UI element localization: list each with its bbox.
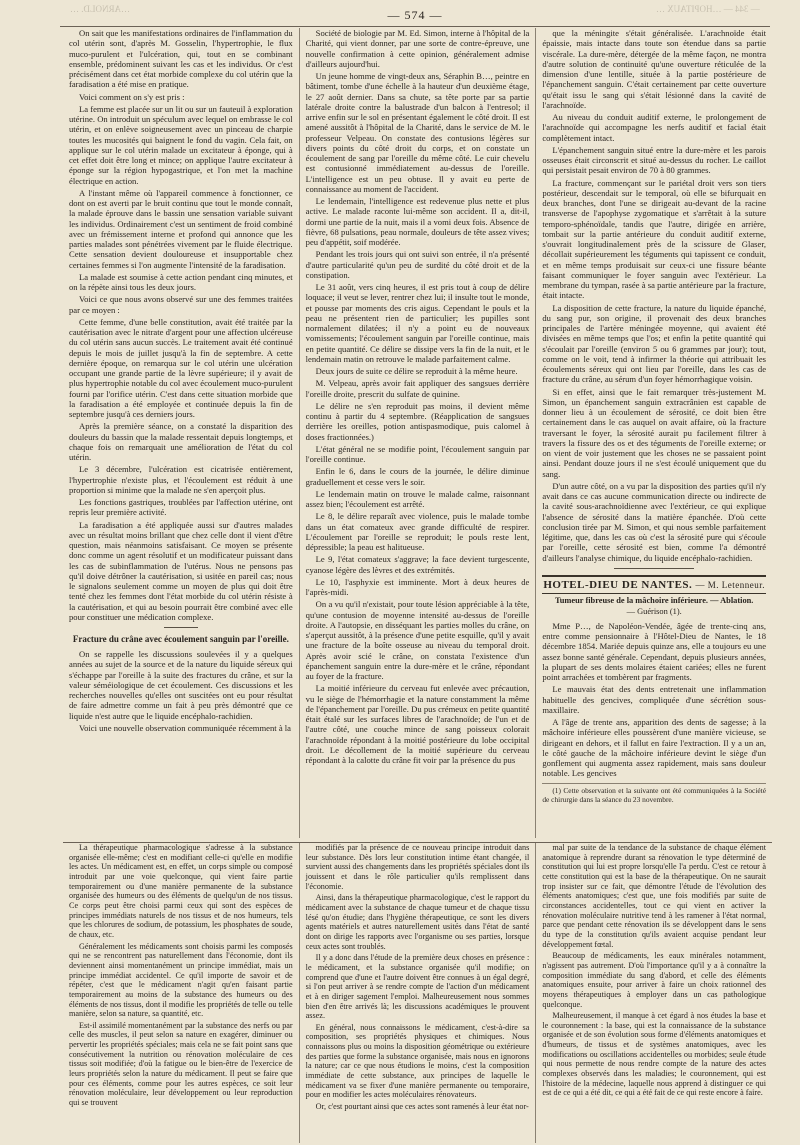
paragraph: Voici ce que nous avons observé sur une des femmes traitées par ce moyen :: [69, 294, 293, 315]
separator-rule: [614, 568, 694, 569]
paragraph: Voici comment on s'y est pris :: [79, 91, 185, 102]
upper-section: [63, 28, 772, 838]
paragraph: Malheureusement, il manque à cet égard à nos études la base et le couronnement : la base, qui est la connaissance de la substance organisée et de son évolution sous forme d'éléments anatomiques et d'humeurs, de tissus et de systèmes anatomiques, avec les modifications ou oscillations accidentelles ou morbides; seule étude qui nous permette de nous rendre compte de la nature des actes complexes observés dans les maladies; le couronnement, qui est l'histoire de la médecine, laquelle nous apprend à distinguer ce qui est de ce qui a été dit, ce qui a été fait de ce qui reste encore à faire.: [542, 1011, 767, 1098]
paragraph: Après la première séance, on a constaté la disparition des douleurs du bassin que la malade ressentait depuis longtemps, et chaque fois on remarquait une amélioration de l'état du col utérin.: [69, 421, 293, 462]
separator-rule: [164, 627, 198, 628]
paragraph: On a vu qu'il n'existait, pour toute lésion appréciable à la tête, qu'une contusion de moyenne intensité au-dessus de l'oreille droite. A l'autopsie, en disséquant les parties molles du crâne, on s'aperçut aussitôt, à la présence d'une petite esquille, qu'il y avait une fracture de la boîte osseuse au niveau du temporal droit. Après avoir scié le crâne, on constata l'existence d'un épanchement sanguin entre la dure-mère et le crâne, répondant au foyer de la fracture.: [305, 599, 530, 681]
paragraph: La malade est soumise à cette action pendant cinq minutes, et on la répète ainsi tous les deux jours.: [69, 271, 293, 292]
paragraph: Le 8, le délire reparaît avec violence, puis le malade tombe dans un état comateux avec grande difficulté de respirer. L'écoulement par l'oreille se reproduit; le pouls reste lent, dépressible; la peau est halitueuse.: [305, 511, 530, 552]
paragraph: La thérapeutique pharmacologique s'adresse à la substance organisée elle-même; c'est en modifiant celle-ci qu'elle en modifie les actes. Un médicament est, en effet, un corps simple ou composé introduit par une voie quelconque, qui vient faire partie temporairement ou d'une manière permanente de la substance organisée des humeurs ou des éléments de quelqu'un de nos tissus. Ce corps peut être choisi parmi ceux qui sont des espèces de principes immédiats naturels de nos tissus et de nos humeurs, tels que les chlorures de sodium, de potassium, les phosphates de soude, de chaux, etc.: [69, 843, 293, 939]
paragraph: Or, c'est pourtant ainsi que ces actes sont ramenés à leur état nor-: [315, 1102, 529, 1112]
lower-section: [63, 842, 772, 1143]
paragraph: Ainsi, dans la thérapeutique pharmacologique, c'est le rapport du médicament avec la substance de chaque tumeur et de chaque tissu lésé qu'on étudie; dans l'hygiène thérapeutique, ce sont les divers agents matériels et autres naturellement usités dans l'état de santé dont on dirige les rapports avec l'organisme ou ses parties, lorsque ceux actes sont troublés.: [305, 893, 530, 951]
paragraph: Généralement les médicaments sont choisis parmi les composés qui ne se rencontrent pas naturellement dans l'économie, dont ils deviennent ainsi momentanément un principe immédiat, mais un principe immédiat accidentel. Ce qu'il importe de savoir et de répéter, c'est que le médicament n'agit qu'en faisant partie temporairement au moins de la substance des humeurs ou des éléments de nos tissus, dont il modifie les propriétés de telle ou telle manière, selon sa nature, sa quantité, etc.: [69, 941, 293, 1019]
section-title-fracture: Fracture du crâne avec écoulement sanguin par l'oreille.: [72, 634, 289, 644]
paragraph: Pendant les trois jours qui ont suivi son entrée, il n'a présenté d'autre particularité qu'un peu de surdité du côté droit et de la constipation.: [305, 249, 530, 280]
paragraph: La fracture, commençant sur le pariétal droit vers son tiers postérieur, descendait sur le temporal, où elle se bifurquait en deux branches, dont l'une se dirigeait au-devant de la racine transverse de l'apophyse zygomatique et s'arrêtait à la suture temporo-sphénoïdale, tandis que l'autre, dirigée en arrière, tombait sur la partie antérieure du conduit auditif externe, s'ouvrait longitudinalement près de la scissure de Glaser, décollait supérieurement les téguments qui tapissent ce conduit, et en même temps produisait sur ceux-ci une fissure béante faisant communiquer le foyer sanguin avec l'extérieur. La membrane du tympan, rasée à sa partie antérieure par la fracture, était intacte.: [542, 177, 767, 301]
hotel-author: — M. Letenneur.: [695, 579, 766, 590]
paragraph: Un jeune homme de vingt-deux ans, Séraphin B…, peintre en bâtiment, tombe d'une échelle à la hauteur d'un deuxième étage, le 27 août dernier. Dans sa chute, sa tête porte par sa partie latérale droite contre la balustrade d'un balcon à l'entresol; il arrive enfin sur le sol en présentant également le côté droit. Il est amené aussitôt à l'hôpital de la Charité, dans le service de M. le professeur Velpeau. On constate des contusions légères sur divers points du côté droit du corps, et on constate un écoulement de sang par l'oreille du même côté. Le cuir chevelu est contusionné immédiatement au-dessus de l'oreille. L'intelligence est un peu obtuse. Il y avait eu perte de connaissance au moment de l'accident.: [305, 71, 530, 194]
paragraph: En général, nous connaissons le médicament, c'est-à-dire sa composition, ses propriétés physiques et chimiques. Nous connaissons plus ou moins la disposition géométrique ou extérieure des parties que forme la substance organisée, mais nous en ignorons la nature; car ce que nous étudions le moins, c'est la composition immédiate de cette substance, aux principes de laquelle le médicament va se fixer d'une manière permanente ou temporaire, pour en modifier les actes moléculaires rénovateurs.: [305, 1022, 530, 1100]
paragraph: Si en effet, ainsi que le fait remarquer très-justement M. Simon, un épanchement sanguin extracrânien est capable de donner lieu à un écoulement de sérosité, ce doit bien être certainement dans le cas auquel on avait affaire, où la fracture traversant le foyer, la sérosité aurait pu facilement filtrer à travers la fissure des os et des téguments de l'oreille externe; or on vient de voir justement que les choses ne se passaient point ainsi. Pendant douze jours il ne s'est écoulé uniquement que du sang.: [542, 386, 767, 479]
case-title: Tumeur fibreuse de la mâchoire inférieure. — Ablation.: [554, 595, 754, 605]
show-through-text-right: — 344 — …HOPITAUX …: [656, 4, 760, 14]
paragraph: On se rappelle les discussions soulevées il y a quelques années au sujet de la source et de la nature du liquide séreux qui s'échappe par l'oreille à la suite des fractures du crâne, et sur la valeur séméiologique de cet écoulement. Ces discussions et les recherches nouvelles qu'elles ont suscitées ont eu pour résultat de faire admettre comme un fait à peu près démontré que ce liquide n'est autre que le liquide encéphalo-rachidien.: [69, 649, 293, 721]
hotel-title: HOTEL-DIEU DE NANTES.: [543, 578, 693, 591]
paragraph: Deux jours de suite ce délire se reproduit à la même heure.: [315, 366, 518, 376]
paragraph: M. Velpeau, après avoir fait appliquer des sangsues derrière l'oreille droite, prescrit du sulfate de quinine.: [305, 378, 530, 399]
paragraph: A l'âge de trente ans, apparition des dents de sagesse; à la mâchoire inférieure elles poussèrent d'une manière vicieuse, se dirigeant en dehors, et il fallut en faire l'extraction. Il y a un an, le côté gauche de la mâchoire inférieure devint le siège d'un gonflement qui augmenta assez rapidement, mais sans douleur notable. Les gencives: [542, 717, 767, 779]
paragraph: Est-il assimilé momentanément par la substance des nerfs ou par celle des muscles, il peut selon sa nature en exagérer, diminuer ou pervertir les propriétés spéciales; mais cela ne se fait point sans que consécutivement la nutrition ou rénovation moléculaire de ces tissus soit modifiée; d'où la fatigue ou le bien-être de l'exercice de leurs propriétés selon la nature du médicament. Il peut se faire que pour ces éléments, comme pour les autres espèces, ce soit leur rénovation moléculaire, leur développement ou leur reproduction qui se trouvent: [69, 1020, 293, 1108]
paragraph: La faradisation a été appliquée aussi sur d'autres malades avec un résultat moins brillant que chez celle dont il vient d'être question, mais néanmoins satisfaisant. Ce moyen se présente donc comme un agent résolutif et un modificateur puissant dans les cas de subinflammation de l'utérus. Nous ne pensons pas qu'il doive détrôner la cautérisation, si usitée en pareil cas; nous le signalons seulement comme un moyen de plus qui doit être tenté chez les femmes dont l'état morbide du col utérin résiste à la cautérisation, et qui au besoin pourrait être combiné avec elle pour constituer une médication complexe.: [69, 519, 293, 622]
paragraph: Enfin le 6, dans le cours de la journée, le délire diminue graduellement et cesse vers le soir.: [305, 466, 530, 487]
footnote: [542, 783, 766, 804]
paragraph: La moitié inférieure du cerveau fut enlevée avec précaution, vu le siège de l'hémorrhagie et la nature constamment la même de l'épanchement par l'oreille. Du pus crémeux en petite quantité était étalé sur les surfaces libres de l'arachnoïde; de l'un et de l'autre côté, une couche mince de sang poisseux colorait l'arachnoïde répondant à la moitié postérieure du lobe occipital droit. Le décollement de la moitié supérieure du cerveau répondant à la calotte du crâne fit voir par la présence du pus: [305, 683, 530, 765]
lower-column-1: [63, 843, 299, 1143]
page-header: [60, 4, 770, 27]
paragraph: Le 3 décembre, l'ulcération est cicatrisée entièrement, l'hypertrophie n'existe plus, et l'écoulement est réduit à une proportion si minime que la malade ne s'en aperçoit plus.: [69, 464, 293, 495]
paragraph: Beaucoup de médicaments, les eaux minérales notamment, n'agissent pas autrement. D'où l'importance qu'il y a à connaître la composition immédiate du sang d'abord, et celle des éléments anatomiques ensuite, pour arriver à faire un choix rationnel des moyens thérapeutiques à employer dans un cas pathologique quelconque.: [542, 951, 767, 1009]
paragraph: La disposition de cette fracture, la nature du liquide épanché, du sang pur, son origine, il provenait des deux branches principales de l'artère méningée moyenne, qui avaient été divisées en même temps que l'os; et enfin la petite quantité qui s'écoulait par l'oreille (environ 5 ou 6 grammes par jour); tout, comme on le voit, tend à infirmer la théorie qui attribuait les écoulements séreux qui ont lieu par l'oreille, dans les cas de fracture du crâne, au sérum d'un foyer hémorrhagique voisin.: [542, 302, 767, 385]
paragraph: Le délire ne s'en reproduit pas moins, il devient même continu à partir du 4 septembre. (Réapplication de sangsues derrière les oreilles, potion antispasmodique, puis calomel à doses fractionnées.): [305, 400, 530, 442]
case-subtitle: — Guérison (1).: [626, 606, 682, 616]
paragraph: Le mauvais état des dents entretenait une inflammation habituelle des gencives, compliquée d'une sécrétion sous-maxillaire.: [542, 684, 767, 715]
paragraph: Il y a donc dans l'étude de la première deux choses en présence : le médicament, et la substance organisée qu'il modifie; on comprend que d'une et l'autre doivent être connues à un égal degré, si l'on peut arriver à se rendre compte de l'action d'un médicament et à en diriger sagement l'emploi. Malheureusement nous sommes bien d'en être arrivés là; les discussions académiques le prouvent assez.: [305, 953, 530, 1021]
paragraph: Société de biologie par M. Ed. Simon, interne à l'hôpital de la Charité, qui vient donner, par une sorte de contre-épreuve, une nouvelle confirmation à cette opinion, généralement admise d'ailleurs aujourd'hui.: [305, 28, 530, 69]
paragraph: Voici une nouvelle observation communiquée récemment à la: [79, 722, 291, 733]
paragraph: A l'instant même où l'appareil commence à fonctionner, ce dont on est averti par le bruit continu que tout le monde connaît, la malade éprouve dans le bassin une sensation variable suivant les individus. Ordinairement c'est un sentiment de froid combiné avec un frémissement interne et profond qui annonce que les parties malades sont pénétrées vivement par le fluide électrique. Cette sensation devient douloureuse et insupportable chez certaines femmes si l'on augmente l'intensité de la faradisation.: [69, 187, 293, 270]
paragraph: La femme est placée sur un lit ou sur un fauteuil à exploration utérine. On introduit un spéculum avec lequel on embrasse le col utérin, et on enlève soigneusement avec un pinceau de charpie toutes les mucosités qui baignent le fond du vagin. Cela fait, on applique sur le col utérin malade un excitateur à éponge, qui à cet effet doit être long et mince; on applique l'autre excitateur à éponge sur la région hypogastrique, et l'on met la machine électrique en action.: [69, 103, 293, 186]
upper-column-3: [535, 28, 772, 838]
show-through-text-left: …ARNOLD. …: [70, 4, 130, 14]
paragraph: Le 31 août, vers cinq heures, il est pris tout à coup de délire loquace; il veut se lever, rentrer chez lui; il insulte tout le monde, et pousse par moments des cris aigus. Cependant le pouls et la peau ne présentent rien de particulier; les pupilles sont normalement dilatées; il n'y a point eu de nouveaux vomissements; l'écoulement sanguin par l'oreille continue, mais en petite quantité. Ce délire se dissipe vers la fin de la nuit, et le lendemain matin on retrouve le malade parfaitement calme.: [305, 282, 530, 364]
upper-column-2: [299, 28, 536, 838]
paragraph: Le 10, l'asphyxie est imminente. Mort à deux heures de l'après-midi.: [305, 576, 530, 597]
paragraph: Le lendemain matin on trouve le malade calme, raisonnant assez bien; l'écoulement est arrêté.: [305, 488, 530, 509]
page-number: — 574 —: [387, 7, 443, 22]
paragraph: Les fonctions gastriques, troublées par l'affection utérine, ont repris leur première activité.: [69, 497, 293, 518]
paragraph: que la méningite s'était généralisée. L'arachnoïde était épaissie, mais intacte dans toute son étendue dans sa partie viscérale. La dure-mère, détergée de la même façon, ne montra d'autre solution de continuité qu'une ouverture réticulée de la dimension d'une lentille, située à la partie postérieure de l'épanchement sanguin. C'était certainement par cette ouverture qu'était issu le sang qui s'était lésionné dans la cavité de l'arachnoïde.: [542, 28, 767, 110]
paragraph: Le 9, l'état comateux s'aggrave; la face devient turgescente, cyanose légère des lèvres et des extrémités.: [305, 554, 530, 575]
paragraph: Cette femme, d'une belle constitution, avait été traitée par la cautérisation avec le nitrate d'argent pour une affection ulcéreuse du col utérin sans aucun succès. Le traitement avait été continué depuis le mois de juillet jusqu'à la fin de septembre. A cette dernière époque, on remarqua sur le col utérin une ulcération occupant une grande partie de la lèvre supérieure; il y avait de plus hypertrophie notable du col avec écoulement muco-purulent fourni par l'orifice utérin. C'est dans cette situation morbide que la faradisation a été employée et continuée depuis la fin de septembre jusqu'à ces derniers jours.: [69, 316, 293, 419]
lower-column-2: [299, 843, 536, 1143]
paragraph: mal par suite de la tendance de la substance de chaque élément anatomique à reprendre durant sa rénovation le type déterminé de constitution qui lui est propre lorsqu'elle l'a perdu. C'est ce retour à cette constitution qui est la base de la thérapeutique. On ne saurait trop insister sur ce fait, que démontre l'étude de l'évolution des éléments anatomiques; c'est que, une fois modifiés par suite de circonstances accidentelles, tout ce qui vient en activer la rénovation moléculaire nutritive tend à les ramener à l'état normal, parce que pendant cette rénovation ils se développent dans le sens du type de la constitution qu'ils avaient acquise pendant leur développement fœtal.: [542, 843, 767, 949]
paragraph: modifiés par la présence de ce nouveau principe introduit dans leur substance. Dès lors leur constitution intime étant changée, il survient aussi des changements dans les propriétés spéciales dont ils jouissent et dans le rôle particulier qu'ils remplissent dans l'économie.: [305, 843, 530, 891]
upper-column-1: [63, 28, 299, 838]
paragraph: L'état général ne se modifie point, l'écoulement sanguin par l'oreille continue.: [305, 443, 530, 464]
paragraph: On sait que les manifestations ordinaires de l'inflammation du col utérin sont, d'après M. Gosselin, l'hypertrophie, le flux muco-purulent et l'ulcération, qui, tout en se combinant ensemble, prédominent suivant les cas et les individus. Or c'est précisément dans cet état morbide complexe du col utérin que la faradisation a été mise en pratique.: [69, 28, 293, 90]
paragraph: D'un autre côté, on a vu par la disposition des parties qu'il n'y avait dans ce cas aucune communication directe ou indirecte de la cavité sous-arachnoïdienne avec l'extérieur, ce qui explique l'absence de sérosité dans la matière épanchée. D'où cette conclusion tirée par M. Simon, et qui nous semble parfaitement légitime, que, dans les cas où c'est la sérosité pure qui s'écoule par l'oreille, cette sérosité est bien, comme l'a démontré d'ailleurs l'analyse chimique, du liquide encéphalo-rachidien.: [542, 480, 767, 563]
lower-column-3: [535, 843, 772, 1143]
footnote-text: (1) Cette observation et la suivante ont été communiquées à la Société de chirurgie dans la séance du 23 novembre.: [542, 785, 767, 804]
paragraph: Le lendemain, l'intelligence est redevenue plus nette et plus active. Le malade raconte lui-même son accident. Il a, dit-il, dormi une partie de la nuit, mais il a vomi deux fois. Absence de fièvre, 68 pulsations, peau normale, douleurs de tête assez vives; peu d'appétit, soif modérée.: [305, 196, 530, 247]
paragraph: Au niveau du conduit auditif externe, le prolongement de l'arachnoïde qui accompagne les nerfs auditif et facial était complètement intact.: [542, 112, 767, 143]
paragraph: Mme P…, de Napoléon-Vendée, âgée de trente-cinq ans, entre comme pensionnaire à l'Hôtel-Dieu de Nantes, le 18 décembre 1854. Mariée depuis quinze ans, elle a toujours eu une assez bonne santé générale. Cependant, depuis plusieurs années, la plupart de ses dents molaires étaient cariées; elles ne furent point arrachées et tombèrent par fragments.: [542, 620, 767, 682]
paragraph: L'épanchement sanguin situé entre la dure-mère et les parois osseuses était circonscrit et situé au-dessus du rocher. Le caillot qui persistait pesait environ de 70 à 80 grammes.: [542, 144, 767, 176]
section-title-hotel-dieu: [542, 575, 766, 594]
